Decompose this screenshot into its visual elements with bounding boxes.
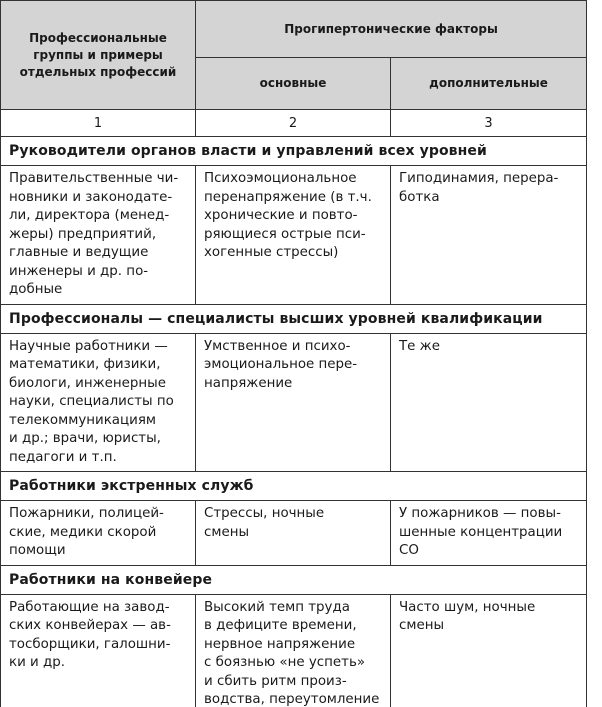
- text-line: Пожарники, полицей-: [9, 506, 164, 521]
- text-line: нервное напряжение: [204, 636, 356, 652]
- cell-professions: [1, 501, 196, 566]
- text-line: хогенные стрессы): [204, 245, 339, 260]
- header-line: отдельных профессий: [19, 64, 177, 79]
- text-line: инженеры и др. по-: [9, 263, 149, 279]
- cell-extra-factors: [391, 501, 587, 566]
- text-line: Психоэмоциональное: [204, 171, 357, 186]
- text-line: перенапряжение (в т.ч.: [204, 189, 372, 205]
- text-line: Работающие на завод-: [9, 599, 170, 615]
- column-number-3: 3: [391, 110, 587, 137]
- cell-extra-factors: [391, 166, 587, 305]
- header-line: группы и примеры: [33, 47, 163, 62]
- text-line: напряжение: [204, 375, 293, 391]
- text-line: математики, физики,: [9, 357, 161, 372]
- text-line: в дефиците времени,: [204, 618, 357, 633]
- section-title-leaders: Руководители органов власти и управлений всех уровней: [1, 137, 587, 166]
- text-line: смены: [204, 524, 250, 540]
- text-line: помощи: [9, 543, 66, 558]
- header-line: Профессиональные: [29, 30, 167, 45]
- text-line: и сбить ритм произ-: [204, 673, 347, 689]
- text-line: ских конвейерах — ав-: [9, 618, 171, 633]
- text-line: Гиподинамия, перера-: [399, 171, 559, 186]
- text-line: Высокий темп труда: [204, 599, 350, 615]
- text-line: ряющиеся острые пси-: [204, 226, 366, 242]
- text-line: с боязнью «не успеть»: [204, 655, 366, 670]
- cell-extra-factors: [391, 594, 587, 707]
- text-line: ботка: [399, 189, 440, 205]
- text-line: шенные концентрации: [399, 524, 563, 540]
- text-line: У пожарников — повы-: [399, 506, 561, 521]
- text-line: Правительственные чи-: [9, 171, 179, 186]
- cell-professions: [1, 333, 196, 472]
- text-line: тосборщики, галошни-: [9, 636, 171, 652]
- header-professional-groups: [1, 1, 196, 110]
- section-title-emergency: Работники экстренных служб: [1, 472, 587, 501]
- text-line: Научные работники —: [9, 338, 168, 354]
- cell-main-factors: [196, 594, 391, 707]
- cell-extra-factors: [391, 333, 587, 472]
- text-line: добные: [9, 282, 63, 297]
- column-number-1: 1: [1, 110, 196, 137]
- text-line: ки и др.: [9, 655, 66, 670]
- text-line: жеры) предприятий,: [9, 226, 157, 242]
- text-line: водства, переутомление: [204, 692, 380, 707]
- text-line: новники и законодате-: [9, 189, 173, 205]
- cell-professions: [1, 594, 196, 707]
- cell-main-factors: [196, 333, 391, 472]
- text-line: и др.; врачи, юристы,: [9, 431, 161, 446]
- text-line: главные и ведущие: [9, 245, 149, 260]
- text-line: Те же: [399, 338, 440, 354]
- cell-main-factors: [196, 501, 391, 566]
- text-line: педагоги и т.п.: [9, 449, 117, 465]
- text-line: науки, специалисты по: [9, 394, 174, 409]
- column-number-2: 2: [196, 110, 391, 137]
- text-line: СО: [399, 543, 419, 558]
- text-line: биологи, инженерные: [9, 375, 166, 391]
- cell-main-factors: [196, 166, 391, 305]
- text-line: Умственное и психо-: [204, 338, 351, 354]
- text-line: ские, медики скорой: [9, 524, 157, 540]
- header-main-factors: основные: [196, 58, 391, 110]
- section-title-conveyor: Работники на конвейере: [1, 565, 587, 594]
- text-line: Стрессы, ночные: [204, 506, 325, 521]
- cell-professions: [1, 166, 196, 305]
- text-line: смены: [399, 618, 445, 633]
- header-factors: Прогипертонические факторы: [196, 1, 587, 58]
- text-line: эмоциональное пере-: [204, 357, 358, 372]
- text-line: Часто шум, ночные: [399, 599, 536, 615]
- text-line: телекоммуникациям: [9, 412, 156, 428]
- header-extra-factors: дополнительные: [391, 58, 587, 110]
- text-line: хронические и повто-: [204, 208, 358, 223]
- section-title-professionals: Профессионалы — специалисты высших уровней квалификации: [1, 304, 587, 333]
- text-line: ли, директора (менед-: [9, 208, 170, 223]
